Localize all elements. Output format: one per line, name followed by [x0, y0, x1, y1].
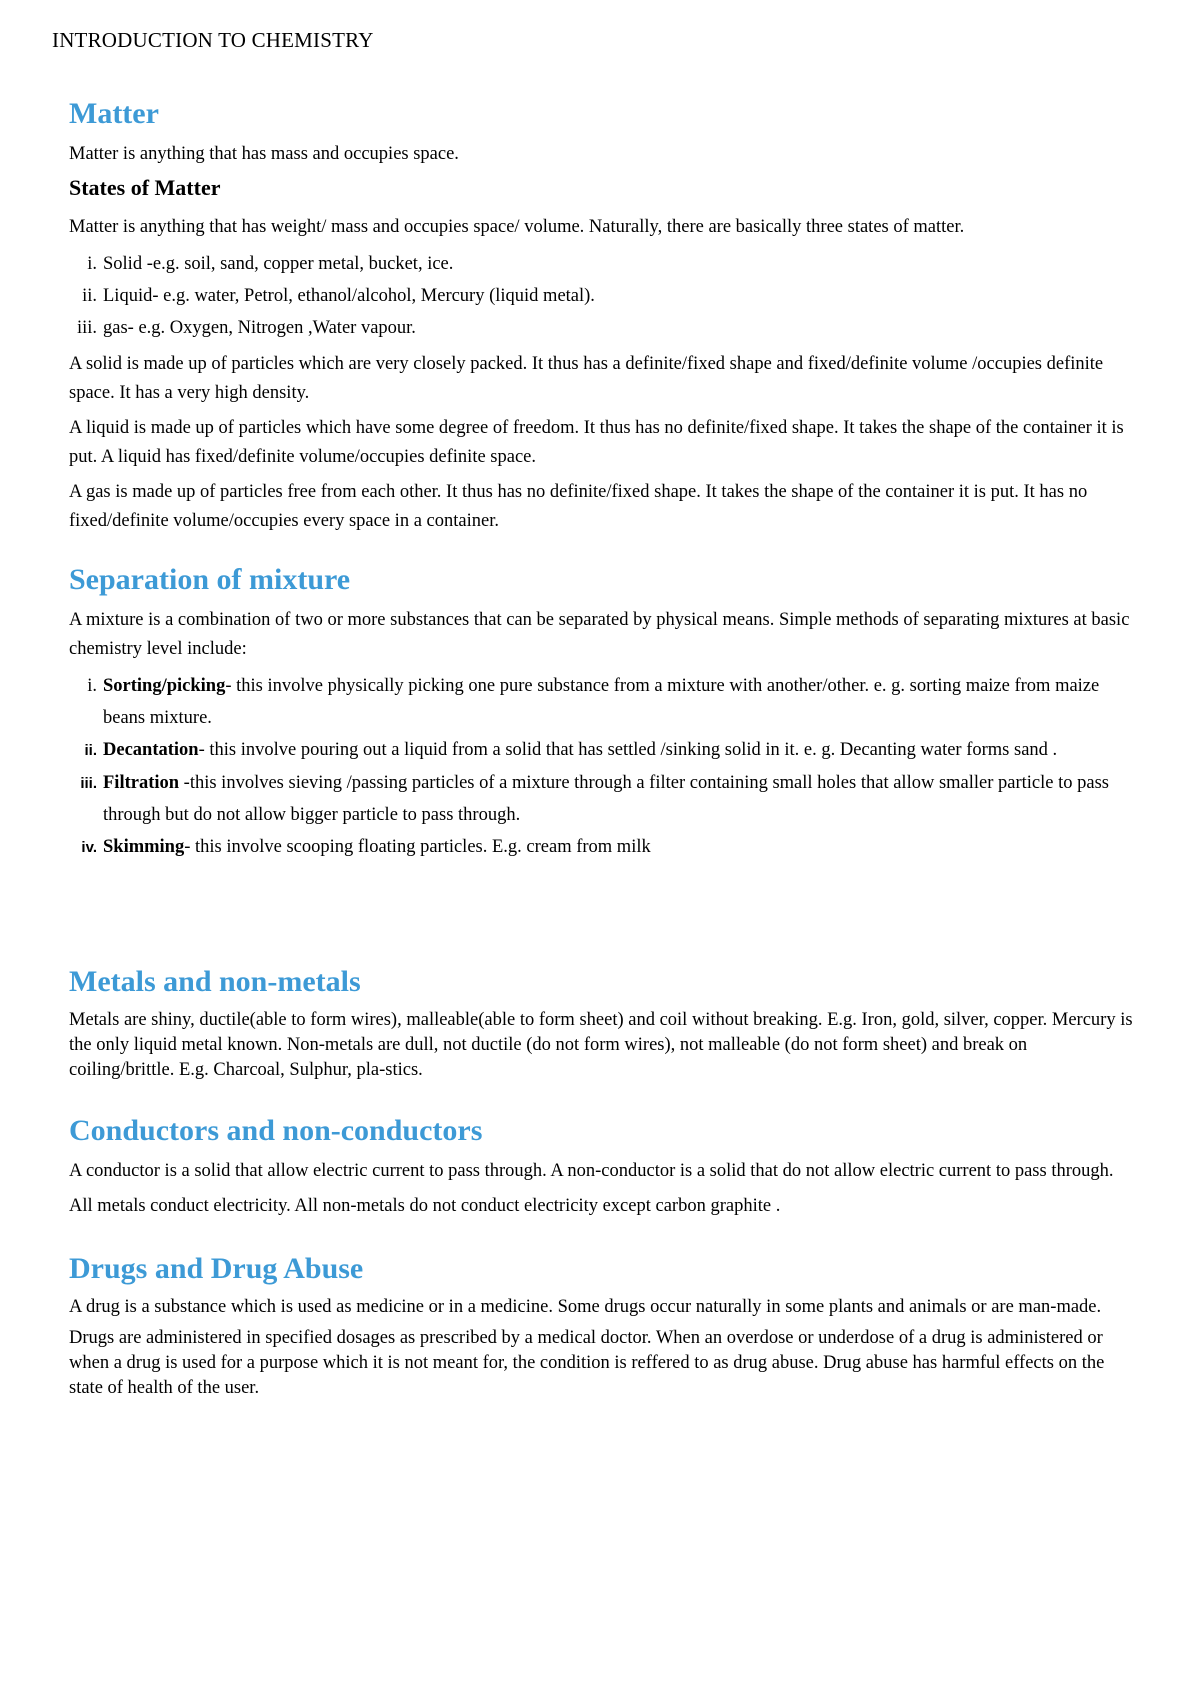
- method-text: - this involve scooping floating particles. E.g. cream from milk: [184, 837, 651, 858]
- list-item: [69, 280, 1139, 312]
- states-list: [69, 248, 1139, 344]
- list-text: gas- e.g. Oxygen, Nitrogen ,Water vapour.: [103, 318, 416, 339]
- conductors-paragraph-2: All metals conduct electricity. All non-metals do not conduct electricity except carbon graphite .: [69, 1196, 781, 1217]
- section-heading-conductors: Conductors and non-conductors: [69, 1114, 483, 1148]
- gas-paragraph: A gas is made up of particles free from each other. It thus has no definite/fixed shape. It takes the shape of the container it is put. It has no fixed/definite volume/occupies every space in a container.: [69, 482, 1088, 532]
- drugs-paragraph: A drug is a substance which is used as medicine or in a medicine. Some drugs occur naturally in some plants and animals or are man-made.: [69, 1297, 1102, 1318]
- subheading-states-of-matter: States of Matter: [69, 175, 221, 200]
- list-item: [69, 831, 1139, 864]
- list-number: ii.: [82, 286, 97, 307]
- method-term: Sorting/picking: [103, 676, 226, 697]
- conductors-paragraph: A conductor is a solid that allow electric current to pass through. A non-conductor is a solid that do not allow electric current to pass through.: [69, 1161, 1114, 1182]
- list-number: ii.: [84, 742, 97, 760]
- list-text: Liquid- e.g. water, Petrol, ethanol/alcohol, Mercury (liquid metal).: [103, 286, 595, 307]
- method-text: - this involve physically picking one pure substance from a mixture with another/other. e. g. sorting maize from maize beans mixture.: [103, 676, 1100, 729]
- section-heading-matter: Matter: [69, 97, 159, 130]
- list-item: [69, 312, 1139, 344]
- solid-paragraph: A solid is made up of particles which are very closely packed. It thus has a definite/fixed shape and fixed/definite volume /occupies definite space. It has a very high density.: [69, 354, 1104, 404]
- method-term: Skimming: [103, 837, 185, 858]
- section-drugs: [69, 1251, 1139, 1401]
- list-item: [69, 734, 1139, 767]
- section-conductors: [69, 1113, 1139, 1221]
- matter-definition: Matter is anything that has mass and occupies space.: [69, 144, 459, 164]
- metals-paragraph-continued: coiling/brittle. E.g. Charcoal, Sulphur, pla-stics.: [69, 1060, 423, 1081]
- method-term: Decantation: [103, 740, 199, 761]
- list-number: iv.: [81, 839, 97, 857]
- list-item: [69, 248, 1139, 280]
- metals-paragraph: Metals are shiny, ductile(able to form wires), malleable(able to form sheet) and coil without breaking. E.g. Iron, gold, silver, copper. Mercury is the only liquid metal known. Non-metals are dull, not ductile (do not form wires), not malleable (do not form sheet) and break on: [69, 1010, 1133, 1056]
- list-number: i.: [87, 676, 97, 697]
- method-text: -this involves sieving /passing particles of a mixture through a filter containing small holes that allow smaller particle to pass through but do not allow bigger particle to pass through.: [103, 773, 1109, 826]
- liquid-paragraph: A liquid is made up of particles which have some degree of freedom. It thus has no definite/fixed shape. It takes the shape of the container it is put. A liquid has fixed/definite volume/occupies definite space.: [69, 418, 1124, 468]
- method-term: Filtration: [103, 773, 180, 794]
- section-heading-drugs: Drugs and Drug Abuse: [69, 1252, 364, 1286]
- list-number: i.: [87, 254, 97, 275]
- list-number: iii.: [76, 318, 97, 339]
- document-body: [69, 96, 1139, 1407]
- list-item: [69, 767, 1139, 831]
- separation-intro: A mixture is a combination of two or more substances that can be separated by physical means. Simple methods of separating mixtures at basic chemistry level include:: [69, 610, 1130, 660]
- list-text: Solid -e.g. soil, sand, copper metal, bucket, ice.: [103, 254, 454, 275]
- separation-methods-list: [69, 670, 1139, 864]
- section-heading-metals: Metals and non-metals: [69, 965, 361, 999]
- list-number: iii.: [80, 775, 97, 793]
- section-matter: [69, 96, 1139, 536]
- section-heading-separation: Separation of mixture: [69, 563, 351, 597]
- drugs-paragraph-2: Drugs are administered in specified dosages as prescribed by a medical doctor. When an overdose or underdose of a drug is administered or when a drug is used for a purpose which it is not meant for, the condition is reffered to as drug abuse. Drug abuse has harmful effects on the state of health of the user.: [69, 1328, 1105, 1399]
- document-title: INTRODUCTION TO CHEMISTRY: [52, 28, 374, 52]
- list-item: [69, 670, 1139, 734]
- section-separation: [69, 562, 1139, 864]
- section-metals: [69, 964, 1139, 1083]
- states-intro: Matter is anything that has weight/ mass and occupies space/ volume. Naturally, there are basically three states of matter.: [69, 217, 965, 238]
- method-text: - this involve pouring out a liquid from a solid that has settled /sinking solid in it. e. g. Decanting water forms sand .: [198, 740, 1058, 761]
